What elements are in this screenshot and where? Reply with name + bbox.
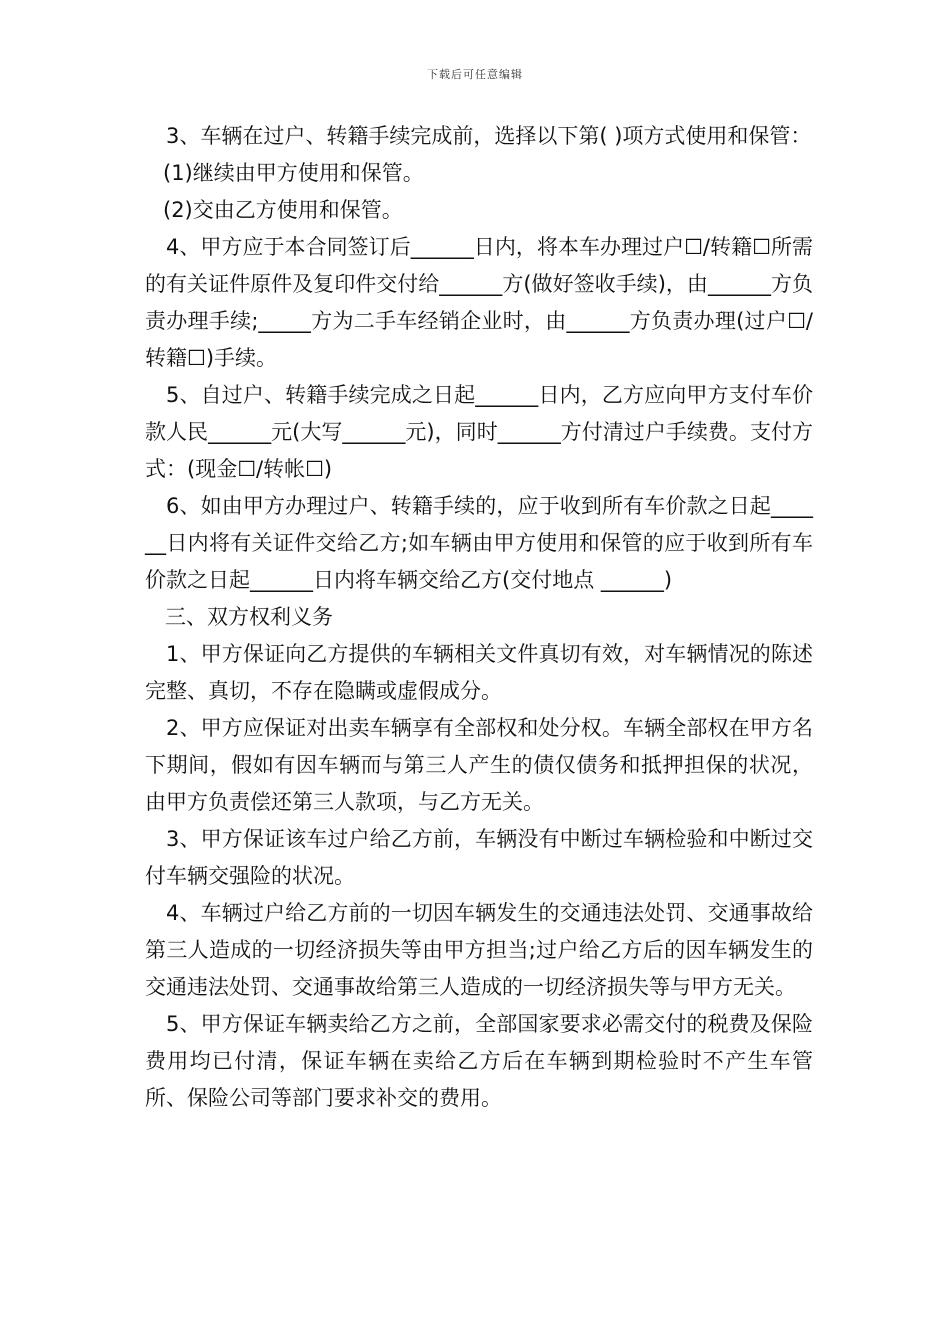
rights-clause-3: 3、甲方保证该车过户给乙方前，车辆没有中断过车辆检验和中断过交付车辆交强险的状况。 <box>145 827 813 888</box>
option-2: (2)交由乙方使用和保管。 <box>163 198 403 222</box>
clause-4-documents: 4、甲方应于本合同签订后______日内，将本车办理过户☐/转籍☐所需的有关证件原件及复印件交付给______方(做好签收手续)，由______方负责办理手续;_____方为二手车经销企业时，由______方负责办理(过户☐/转籍☐)手续。 <box>145 235 813 370</box>
page-header-note: 下载后可任意编辑 <box>427 68 523 81</box>
clause-6-handover: 6、如由甲方办理过户、转籍手续的，应于收到所有车价款之日起______日内将有关证件交给乙方;如车辆由甲方使用和保管的应于收到所有车价款之日起______日内将车辆交给乙方(交付地点 ______) <box>145 494 813 592</box>
rights-clause-2: 2、甲方应保证对出卖车辆享有全部权和处分权。车辆全部权在甲方名下期间，假如有因车辆而与第三人产生的债仅债务和抵押担保的状况，由甲方负责偿还第三人款项，与乙方无关。 <box>145 716 813 814</box>
option-1: (1)继续由甲方使用和保管。 <box>163 161 424 185</box>
contract-body <box>145 118 813 1117</box>
rights-clause-5: 5、甲方保证车辆卖给乙方之前，全部国家要求必需交付的税费及保险费用均已付清，保证车辆在卖给乙方后在车辆到期检验时不产生车管所、保险公司等部门要求补交的费用。 <box>145 1012 813 1110</box>
clause-3-vehicle-custody: 3、车辆在过户、转籍手续完成前，选择以下第( )项方式使用和保管： <box>166 124 812 148</box>
rights-clause-4: 4、车辆过户给乙方前的一切因车辆发生的交通违法处罚、交通事故给第三人造成的一切经济损失等由甲方担当;过户给乙方后的因车辆发生的交通违法处罚、交通事故给第三人造成的一切经济损失等与甲方无关。 <box>145 901 813 999</box>
rights-clause-1: 1、甲方保证向乙方提供的车辆相关文件真切有效，对车辆情况的陈述完整、真切，不存在隐瞒或虚假成分。 <box>145 642 813 703</box>
section-heading-rights-obligations: 三、双方权利义务 <box>165 605 333 629</box>
clause-5-payment: 5、自过户、转籍手续完成之日起______日内，乙方应向甲方支付车价款人民______元(大写______元)，同时______方付清过户手续费。支付方式：(现金☐/转帐☐) <box>145 383 813 481</box>
